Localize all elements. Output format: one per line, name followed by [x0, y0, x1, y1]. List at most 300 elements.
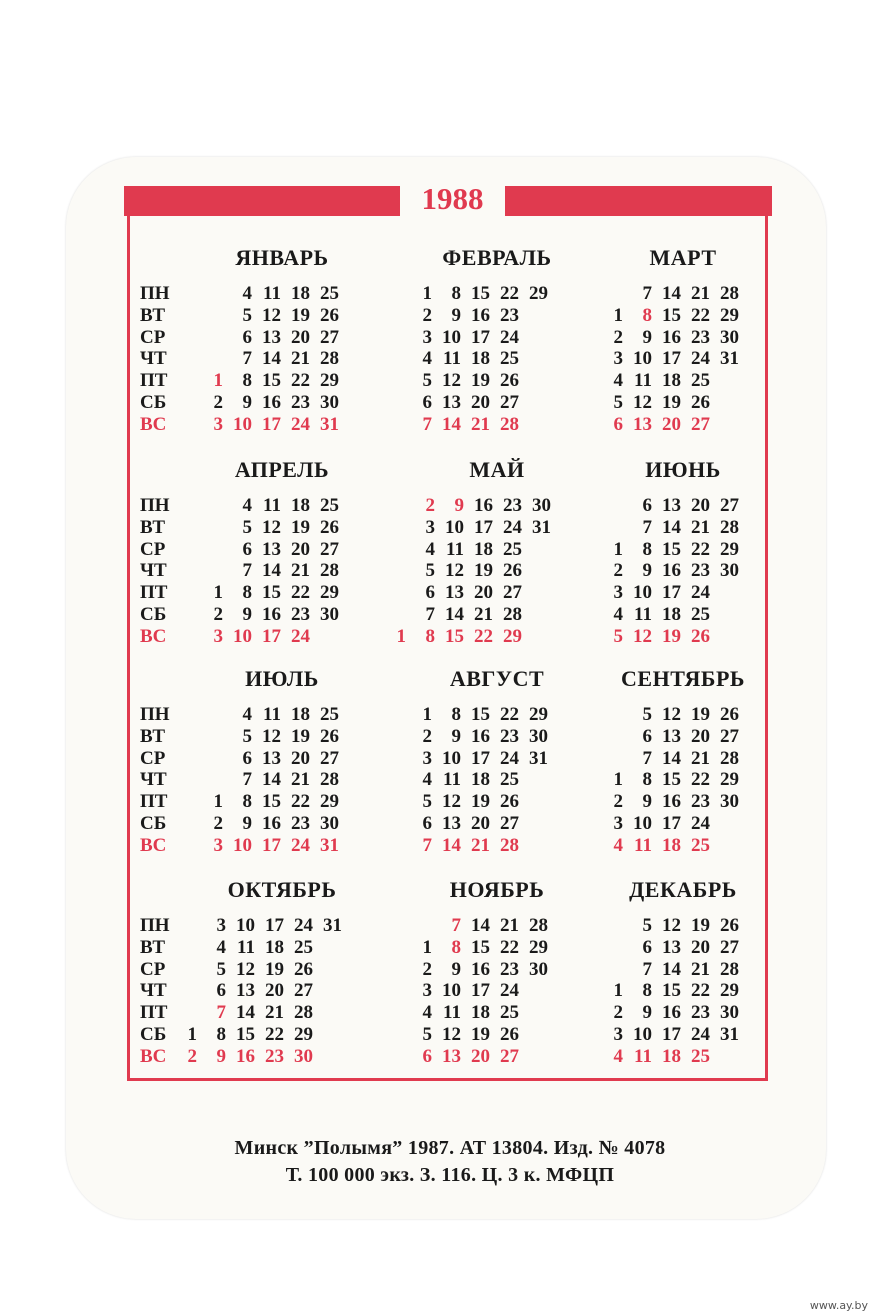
day-number: 11 — [634, 1045, 652, 1067]
day-number: 8 — [642, 538, 652, 560]
day-number: 27 — [320, 326, 339, 348]
day-number: 31 — [720, 1024, 739, 1045]
day-number: 11 — [443, 348, 461, 370]
day-number: 21 — [691, 516, 710, 538]
day-number: 11 — [237, 936, 255, 958]
day-number: 14 — [236, 1002, 255, 1024]
day-number: 24 — [500, 980, 519, 1002]
day-number: 16 — [662, 560, 681, 582]
day-name: ВС — [140, 625, 167, 647]
day-number: 20 — [291, 326, 310, 348]
day-number: 10 — [233, 413, 252, 435]
day-number: 15 — [262, 582, 281, 604]
day-number: 21 — [291, 769, 310, 791]
day-number: 17 — [471, 326, 490, 348]
day-number: 4 — [242, 704, 252, 725]
day-number: 19 — [662, 625, 681, 647]
day-number: 24 — [500, 326, 519, 348]
day-number: 18 — [471, 348, 490, 370]
day-number: 9 — [451, 304, 461, 326]
day-number: 31 — [532, 516, 551, 538]
day-number: 3 — [422, 326, 432, 348]
day-number: 11 — [634, 604, 652, 625]
day-number: 19 — [474, 560, 493, 582]
day-number: 7 — [242, 769, 252, 791]
day-number: 11 — [263, 495, 281, 516]
day-number: 5 — [242, 516, 252, 538]
day-number: 10 — [633, 1024, 652, 1045]
day-name: СР — [140, 326, 166, 348]
day-number: 14 — [262, 769, 281, 791]
day-number: 17 — [662, 348, 681, 370]
day-number: 26 — [720, 915, 739, 936]
header-bar-right — [505, 186, 772, 216]
day-name: ВТ — [140, 936, 166, 958]
day-number: 1 — [187, 1024, 197, 1045]
day-number: 9 — [642, 326, 652, 348]
day-number: 29 — [320, 582, 339, 604]
day-number: 26 — [500, 791, 519, 813]
day-number: 3 — [216, 915, 226, 936]
day-number: 30 — [529, 958, 548, 980]
day-number: 5 — [242, 304, 252, 326]
day-number: 13 — [262, 538, 281, 560]
day-number: 13 — [662, 936, 681, 958]
day-name: ВС — [140, 1045, 167, 1067]
day-number: 14 — [662, 283, 681, 304]
day-number: 3 — [613, 348, 623, 370]
day-number: 16 — [262, 813, 281, 834]
day-number: 28 — [720, 958, 739, 980]
day-number: 26 — [294, 958, 313, 980]
day-number: 6 — [422, 392, 432, 413]
day-number: 29 — [720, 769, 739, 791]
day-number: 19 — [291, 725, 310, 747]
day-number: 21 — [691, 958, 710, 980]
day-number: 20 — [474, 582, 493, 604]
day-number: 22 — [691, 769, 710, 791]
day-number: 2 — [422, 725, 432, 747]
day-number: 1 — [422, 283, 432, 304]
day-number: 31 — [529, 747, 548, 769]
day-number: 24 — [291, 413, 310, 435]
day-number: 13 — [662, 725, 681, 747]
day-number: 10 — [233, 625, 252, 647]
day-name: ВТ — [140, 304, 166, 326]
day-number: 22 — [291, 582, 310, 604]
day-number: 31 — [323, 915, 342, 936]
day-name: ПН — [140, 283, 170, 304]
day-number: 13 — [445, 582, 464, 604]
day-number: 4 — [242, 495, 252, 516]
day-number: 24 — [291, 625, 310, 647]
day-name: СБ — [140, 1024, 167, 1045]
day-number: 24 — [500, 747, 519, 769]
day-number: 7 — [425, 604, 435, 625]
day-number: 1 — [396, 625, 406, 647]
day-number: 11 — [634, 370, 652, 392]
day-number: 29 — [503, 625, 522, 647]
day-number: 15 — [662, 304, 681, 326]
day-number: 17 — [265, 915, 284, 936]
day-number: 25 — [691, 370, 710, 392]
day-number: 16 — [474, 495, 493, 516]
day-number: 6 — [242, 747, 252, 769]
day-number: 27 — [720, 936, 739, 958]
day-number: 17 — [262, 625, 281, 647]
day-number: 10 — [233, 834, 252, 856]
day-number: 2 — [213, 392, 223, 413]
day-number: 9 — [242, 604, 252, 625]
day-number: 12 — [262, 516, 281, 538]
day-number: 1 — [422, 704, 432, 725]
day-number: 30 — [320, 604, 339, 625]
day-number: 22 — [500, 704, 519, 725]
day-number: 28 — [500, 834, 519, 856]
day-number: 14 — [662, 747, 681, 769]
day-number: 18 — [662, 834, 681, 856]
day-number: 17 — [471, 747, 490, 769]
day-number: 2 — [422, 958, 432, 980]
day-number: 15 — [262, 791, 281, 813]
day-number: 4 — [613, 834, 623, 856]
day-number: 13 — [262, 747, 281, 769]
day-number: 20 — [691, 725, 710, 747]
day-number: 14 — [442, 413, 461, 435]
day-number: 19 — [662, 392, 681, 413]
day-number: 6 — [242, 538, 252, 560]
day-number: 12 — [262, 304, 281, 326]
day-number: 13 — [662, 495, 681, 516]
day-number: 10 — [445, 516, 464, 538]
day-name: ПН — [140, 915, 170, 936]
day-number: 30 — [294, 1045, 313, 1067]
day-number: 9 — [642, 791, 652, 813]
day-name: ЧТ — [140, 769, 167, 791]
day-number: 5 — [642, 915, 652, 936]
day-number: 25 — [503, 538, 522, 560]
day-number: 25 — [500, 348, 519, 370]
day-number: 4 — [422, 769, 432, 791]
day-number: 23 — [500, 725, 519, 747]
day-number: 29 — [320, 791, 339, 813]
day-number: 31 — [720, 348, 739, 370]
day-number: 21 — [691, 283, 710, 304]
day-number: 18 — [474, 538, 493, 560]
day-number: 8 — [451, 283, 461, 304]
day-number: 2 — [422, 304, 432, 326]
day-number: 27 — [320, 747, 339, 769]
day-number: 20 — [471, 813, 490, 834]
day-number: 28 — [529, 915, 548, 936]
day-number: 10 — [442, 980, 461, 1002]
day-number: 7 — [422, 413, 432, 435]
day-number: 19 — [471, 1024, 490, 1045]
day-number: 15 — [662, 980, 681, 1002]
day-number: 2 — [213, 813, 223, 834]
day-number: 6 — [425, 582, 435, 604]
day-number: 17 — [662, 582, 681, 604]
day-number: 5 — [422, 370, 432, 392]
day-number: 27 — [720, 725, 739, 747]
day-number: 14 — [445, 604, 464, 625]
day-number: 12 — [662, 915, 681, 936]
day-number: 5 — [613, 392, 623, 413]
day-number: 21 — [471, 413, 490, 435]
day-number: 25 — [500, 769, 519, 791]
day-number: 1 — [213, 791, 223, 813]
day-number: 18 — [291, 704, 310, 725]
day-number: 12 — [633, 392, 652, 413]
day-name: СР — [140, 538, 166, 560]
day-name: ВС — [140, 834, 167, 856]
day-name: ПТ — [140, 1002, 168, 1024]
day-number: 22 — [691, 538, 710, 560]
day-number: 18 — [471, 1002, 490, 1024]
day-number: 17 — [262, 834, 281, 856]
day-number: 2 — [613, 326, 623, 348]
day-number: 13 — [236, 980, 255, 1002]
year-title: 1988 — [421, 181, 484, 216]
day-number: 17 — [474, 516, 493, 538]
day-number: 21 — [291, 560, 310, 582]
day-number: 7 — [642, 516, 652, 538]
day-number: 5 — [613, 625, 623, 647]
day-number: 3 — [613, 582, 623, 604]
day-number: 16 — [471, 725, 490, 747]
day-number: 28 — [720, 516, 739, 538]
day-number: 8 — [242, 791, 252, 813]
day-number: 1 — [422, 936, 432, 958]
day-number: 15 — [445, 625, 464, 647]
day-number: 25 — [500, 1002, 519, 1024]
day-number: 22 — [291, 791, 310, 813]
day-number: 9 — [451, 725, 461, 747]
day-number: 28 — [500, 413, 519, 435]
day-number: 30 — [529, 725, 548, 747]
day-number: 25 — [691, 1045, 710, 1067]
day-number: 28 — [320, 348, 339, 370]
day-number: 2 — [613, 791, 623, 813]
day-number: 14 — [662, 516, 681, 538]
day-number: 14 — [262, 348, 281, 370]
day-number: 27 — [503, 582, 522, 604]
day-number: 10 — [633, 582, 652, 604]
day-number: 2 — [425, 495, 435, 516]
day-number: 28 — [720, 747, 739, 769]
day-number: 7 — [642, 747, 652, 769]
day-number: 23 — [503, 495, 522, 516]
day-name: ВС — [140, 413, 167, 435]
day-number: 24 — [291, 834, 310, 856]
day-number: 23 — [691, 326, 710, 348]
month-name: МАРТ — [649, 245, 717, 270]
watermark: www.ay.by — [809, 1299, 868, 1312]
day-number: 23 — [691, 1002, 710, 1024]
day-number: 10 — [442, 326, 461, 348]
day-number: 8 — [642, 769, 652, 791]
day-number: 25 — [320, 495, 339, 516]
day-number: 20 — [691, 936, 710, 958]
day-number: 4 — [422, 348, 432, 370]
day-number: 15 — [236, 1024, 255, 1045]
day-number: 2 — [613, 1002, 623, 1024]
day-number: 10 — [442, 747, 461, 769]
day-number: 7 — [242, 560, 252, 582]
month-name: ИЮНЬ — [645, 457, 721, 482]
day-number: 29 — [320, 370, 339, 392]
day-number: 30 — [532, 495, 551, 516]
day-name: ВТ — [140, 516, 166, 538]
day-number: 16 — [236, 1045, 255, 1067]
day-number: 26 — [720, 704, 739, 725]
day-number: 29 — [529, 283, 548, 304]
day-number: 3 — [425, 516, 435, 538]
day-number: 25 — [320, 704, 339, 725]
day-number: 20 — [265, 980, 284, 1002]
day-name: ПТ — [140, 582, 168, 604]
day-name: СБ — [140, 392, 167, 413]
day-number: 20 — [291, 538, 310, 560]
day-number: 2 — [613, 560, 623, 582]
day-number: 11 — [446, 538, 464, 560]
day-number: 7 — [216, 1002, 226, 1024]
day-number: 8 — [216, 1024, 226, 1045]
day-number: 7 — [451, 915, 461, 936]
day-number: 1 — [613, 980, 623, 1002]
day-name: СБ — [140, 604, 167, 625]
day-name: ВТ — [140, 725, 166, 747]
day-number: 16 — [471, 958, 490, 980]
day-number: 31 — [320, 834, 339, 856]
day-number: 23 — [500, 958, 519, 980]
day-number: 7 — [242, 348, 252, 370]
day-number: 28 — [503, 604, 522, 625]
day-number: 30 — [320, 813, 339, 834]
day-number: 16 — [471, 304, 490, 326]
day-name: ПТ — [140, 791, 168, 813]
day-number: 27 — [500, 813, 519, 834]
day-number: 20 — [691, 495, 710, 516]
day-name: ПН — [140, 704, 170, 725]
day-number: 5 — [216, 958, 226, 980]
day-number: 22 — [500, 936, 519, 958]
day-number: 26 — [320, 516, 339, 538]
month-name: ОКТЯБРЬ — [227, 877, 337, 902]
day-number: 17 — [662, 813, 681, 834]
day-number: 8 — [425, 625, 435, 647]
day-number: 5 — [242, 725, 252, 747]
day-number: 15 — [662, 538, 681, 560]
day-number: 2 — [213, 604, 223, 625]
day-number: 6 — [613, 413, 623, 435]
month-name: АВГУСТ — [449, 666, 545, 691]
day-number: 12 — [445, 560, 464, 582]
day-number: 29 — [720, 538, 739, 560]
day-number: 13 — [633, 413, 652, 435]
day-name: ЧТ — [140, 980, 167, 1002]
day-number: 3 — [213, 413, 223, 435]
day-number: 13 — [442, 813, 461, 834]
day-number: 27 — [500, 392, 519, 413]
day-number: 29 — [720, 980, 739, 1002]
day-number: 23 — [265, 1045, 284, 1067]
day-number: 2 — [187, 1045, 197, 1067]
day-number: 22 — [474, 625, 493, 647]
day-name: ЧТ — [140, 348, 167, 370]
day-number: 6 — [642, 725, 652, 747]
day-number: 20 — [471, 392, 490, 413]
day-number: 22 — [291, 370, 310, 392]
day-number: 29 — [294, 1024, 313, 1045]
day-number: 22 — [500, 283, 519, 304]
day-number: 16 — [662, 791, 681, 813]
day-number: 12 — [442, 791, 461, 813]
day-number: 12 — [262, 725, 281, 747]
day-number: 30 — [320, 392, 339, 413]
day-number: 14 — [471, 915, 490, 936]
day-number: 12 — [662, 704, 681, 725]
day-number: 10 — [633, 348, 652, 370]
day-number: 17 — [662, 1024, 681, 1045]
day-number: 18 — [291, 283, 310, 304]
day-number: 18 — [662, 1045, 681, 1067]
day-number: 3 — [422, 980, 432, 1002]
day-name: ЧТ — [140, 560, 167, 582]
day-number: 26 — [503, 560, 522, 582]
day-number: 3 — [213, 834, 223, 856]
day-number: 18 — [291, 495, 310, 516]
day-number: 19 — [291, 304, 310, 326]
day-number: 24 — [503, 516, 522, 538]
day-name: ПН — [140, 495, 170, 516]
header-bar-left — [124, 186, 400, 216]
day-number: 11 — [263, 704, 281, 725]
day-number: 28 — [720, 283, 739, 304]
day-number: 28 — [320, 769, 339, 791]
day-number: 15 — [471, 936, 490, 958]
day-number: 26 — [691, 625, 710, 647]
day-number: 9 — [242, 813, 252, 834]
day-number: 22 — [691, 980, 710, 1002]
day-number: 22 — [691, 304, 710, 326]
day-number: 8 — [242, 370, 252, 392]
month-name: ФЕВРАЛЬ — [442, 245, 552, 270]
day-number: 26 — [320, 725, 339, 747]
day-number: 1 — [613, 769, 623, 791]
day-number: 21 — [291, 348, 310, 370]
day-number: 21 — [691, 747, 710, 769]
day-number: 18 — [662, 370, 681, 392]
day-number: 16 — [662, 1002, 681, 1024]
day-number: 4 — [242, 283, 252, 304]
month-name: ИЮЛЬ — [245, 666, 319, 691]
day-number: 5 — [425, 560, 435, 582]
day-number: 24 — [294, 915, 313, 936]
day-number: 13 — [442, 1045, 461, 1067]
day-number: 24 — [691, 1024, 710, 1045]
day-number: 18 — [471, 769, 490, 791]
day-number: 14 — [662, 958, 681, 980]
day-number: 8 — [642, 980, 652, 1002]
day-number: 5 — [422, 791, 432, 813]
day-number: 1 — [613, 538, 623, 560]
day-number: 12 — [442, 370, 461, 392]
day-number: 12 — [633, 625, 652, 647]
day-number: 27 — [294, 980, 313, 1002]
day-number: 5 — [642, 704, 652, 725]
month-name: АПРЕЛЬ — [234, 457, 330, 482]
